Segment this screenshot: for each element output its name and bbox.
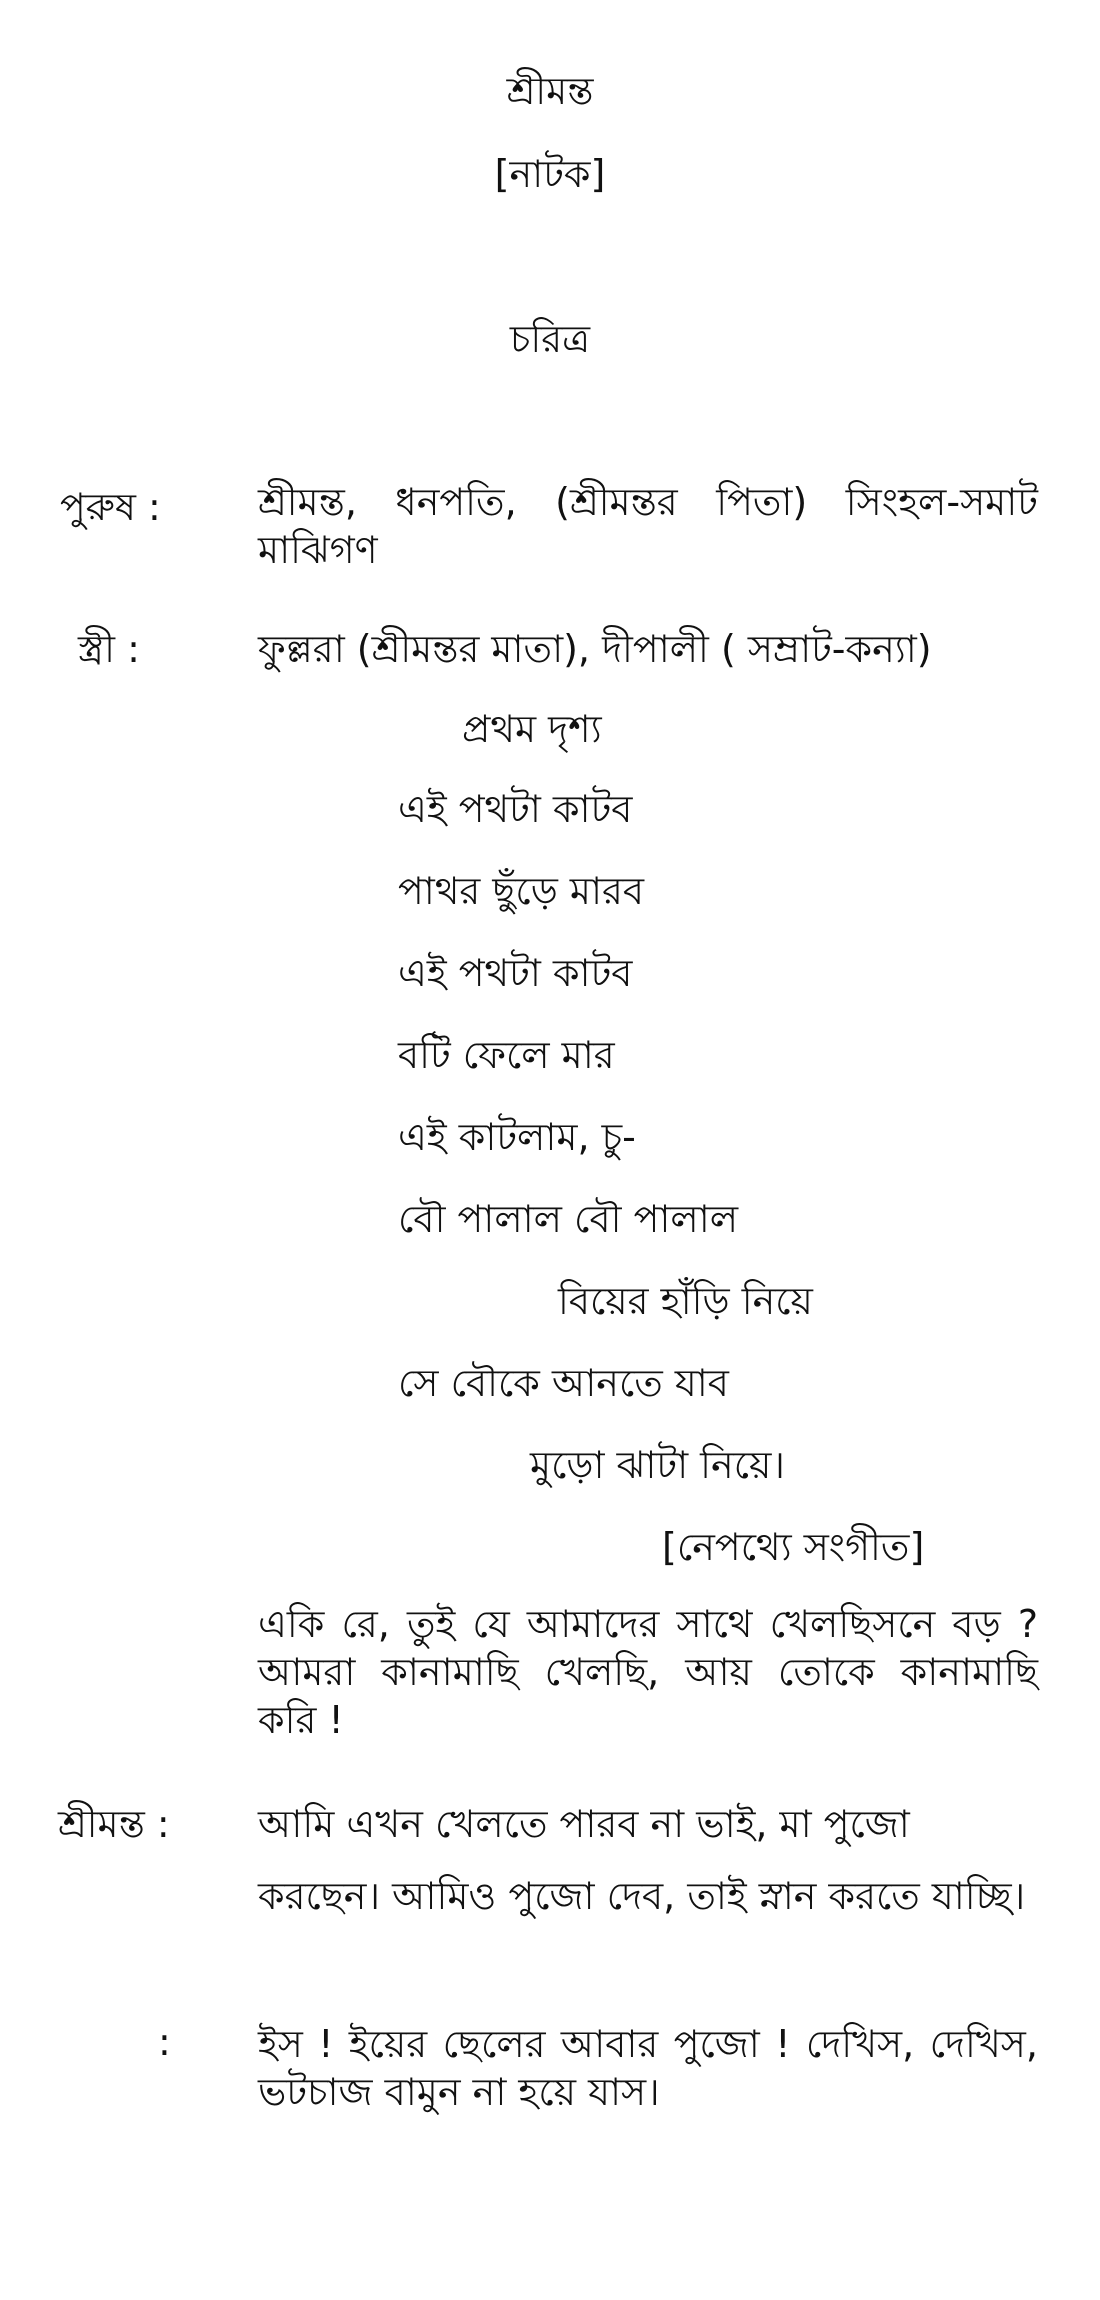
song-line: এই পথটা কাটব bbox=[398, 951, 633, 995]
play-title: শ্রীমন্ত bbox=[506, 69, 594, 113]
dialogue-text: একি রে, তুই যে আমাদের সাথে খেলছিসনে বড় ? আমরা কানামাছি খেলছি, আয় তোকে কানামাছি করি ! bbox=[258, 1602, 1038, 1742]
song-line: মুড়ো ঝাটা নিয়ে। bbox=[530, 1443, 785, 1487]
cast-female-label: স্ত্রী : bbox=[78, 627, 140, 671]
song-line: পাথর ছুঁড়ে মারব bbox=[398, 869, 645, 913]
song-line: বিয়ের হাঁড়ি নিয়ে bbox=[558, 1279, 813, 1323]
characters-heading: চরিত্র bbox=[509, 317, 591, 361]
song-line: সে বৌকে আনতে যাব bbox=[398, 1361, 729, 1405]
cast-male-text: শ্রীমন্ত, ধনপতি, (শ্রীমন্তর পিতা) সিংহল-সমাট মাঝিগণ bbox=[258, 480, 1038, 572]
play-subtitle: [নাটক] bbox=[494, 152, 606, 196]
speaker-label: : bbox=[158, 2020, 171, 2064]
dialogue-text: ইস ! ইয়ের ছেলের আবার পুজো ! দেখিস, দেখিস, ভটচাজ বামুন না হয়ে যাস। bbox=[258, 2022, 1038, 2114]
dialogue-text: আমি এখন খেলতে পারব না ভাই, মা পুজো bbox=[258, 1802, 910, 1846]
song-line: এই কাটলাম, চু- bbox=[398, 1115, 636, 1159]
speaker-label: শ্রীমন্ত : bbox=[58, 1802, 170, 1846]
dialogue-text: করছেন। আমিও পুজো দেব, তাই স্নান করতে যাচ্ছি। bbox=[258, 1874, 1026, 1918]
scene-title: প্রথম দৃশ্য bbox=[462, 707, 602, 751]
song-line: বটি ফেলে মার bbox=[398, 1033, 615, 1077]
song-line: বৌ পালাল বৌ পালাল bbox=[398, 1197, 739, 1241]
song-line: এই পথটা কাটব bbox=[398, 787, 633, 831]
cast-male-label: পুরুষ : bbox=[60, 485, 161, 529]
stage-direction: [নেপথ্যে সংগীত] bbox=[662, 1525, 925, 1569]
cast-female-text: ফুল্লরা (শ্রীমন্তর মাতা), দীপালী ( সম্রাট-কন্যা) bbox=[258, 627, 932, 671]
